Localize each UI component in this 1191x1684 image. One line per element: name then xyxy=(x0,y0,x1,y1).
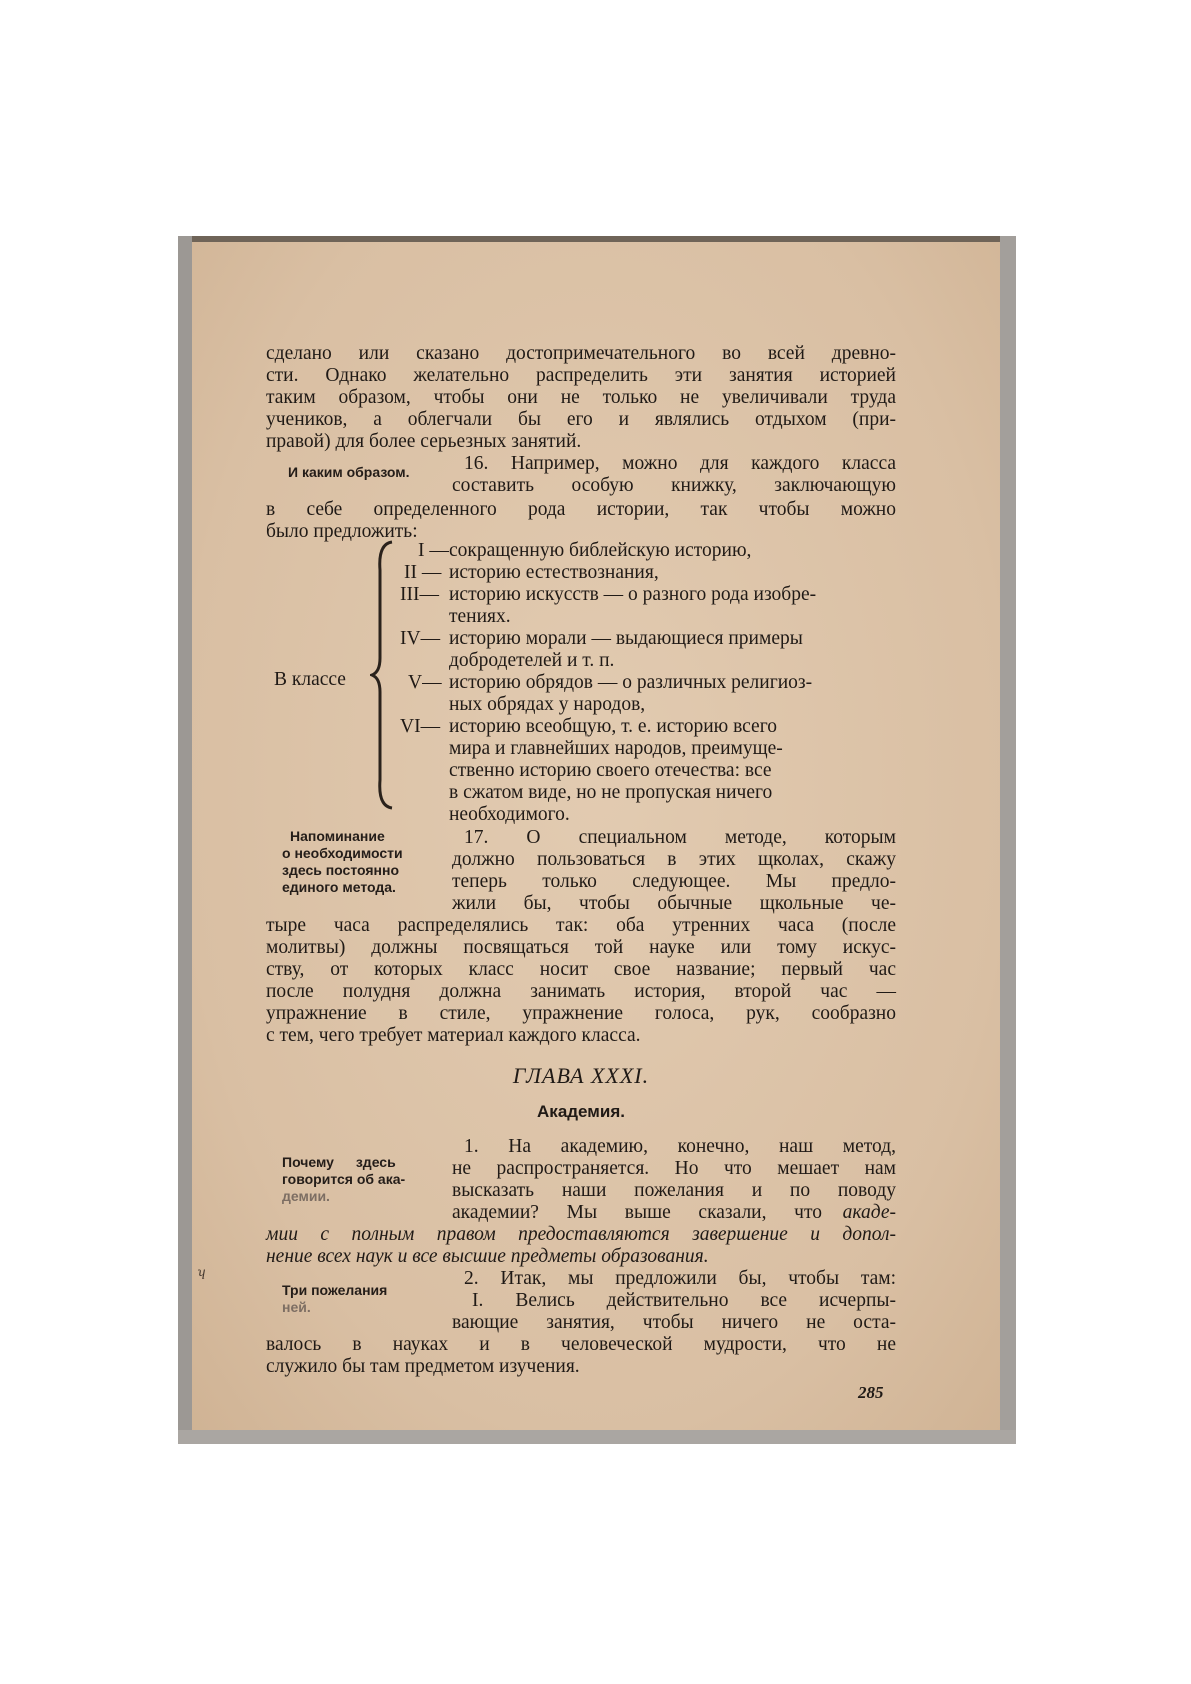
margin-note-16 xyxy=(288,464,410,481)
margin-note-line: единого метода. xyxy=(282,879,396,895)
text-line-italic: мии с полным правом предоставляются завершение и допол- xyxy=(266,1224,896,1245)
curly-brace-icon xyxy=(370,540,400,810)
text-line: с тем, чего требует материал каждого класса. xyxy=(266,1025,641,1046)
margin-note-line: ней. xyxy=(282,1299,311,1315)
class-item-num: II — xyxy=(404,562,442,583)
text-line: 17. О специальном методе, которым xyxy=(464,827,896,848)
class-item-text: в сжатом виде, но не пропуская ничего xyxy=(449,782,773,803)
scan-edge-left xyxy=(178,236,192,1444)
text-line: I. Велись действительно все исчерпы- xyxy=(472,1290,896,1311)
margin-note-1 xyxy=(282,1154,405,1205)
text-line: таким образом, чтобы они не только не увеличивали труда xyxy=(266,387,896,408)
stray-mark: ʮ xyxy=(198,1265,206,1280)
class-list-label: В классе xyxy=(274,669,346,690)
text-line: валось в науках и в человеческой мудрости, что не xyxy=(266,1334,896,1355)
text-line: теперь только следующее. Мы предло- xyxy=(452,871,896,892)
class-item-text: историю морали — выдающиеся примеры xyxy=(449,628,803,649)
margin-note-line: говорится об ака- xyxy=(282,1171,406,1187)
text-line: 2. Итак, мы предложили бы, чтобы там: xyxy=(464,1268,896,1289)
text-line: сти. Однако желательно распределить эти занятия историей xyxy=(266,365,896,386)
margin-note-line: Три пожелания xyxy=(282,1282,388,1298)
text-line: сделано или сказано достопримечательного во всей древно- xyxy=(266,343,896,364)
text-line: служило бы там предметом изучения. xyxy=(266,1356,580,1377)
margin-note-line: о необходимости xyxy=(282,845,403,861)
class-item-num: I — xyxy=(418,540,449,561)
class-item-text: историю естествознания, xyxy=(449,562,659,583)
class-item-num: IV— xyxy=(400,628,441,649)
class-item-text: добродетелей и т. п. xyxy=(449,650,615,671)
class-item-text: необходимого. xyxy=(449,804,570,825)
text-line: правой) для более серьезных занятий. xyxy=(266,431,582,452)
text-line: после полудня должна занимать история, второй час — xyxy=(266,981,896,1002)
text-line: академии? Мы выше сказали, что xyxy=(452,1202,822,1223)
margin-note-2 xyxy=(282,1282,387,1316)
text-line: тыре часа распределялись так: оба утренних часа (после xyxy=(266,915,896,936)
class-item-num: VI— xyxy=(400,716,441,737)
class-item-text: сокращенную библейскую историю, xyxy=(449,540,752,561)
margin-note-line: Почему здесь xyxy=(282,1154,396,1170)
class-item-text: историю искусств — о разного рода изобре- xyxy=(449,584,817,605)
text-line: составить особую книжку, заключающую xyxy=(452,475,896,496)
text-line: должно пользоваться в этих щколах, скажу xyxy=(452,849,896,870)
class-item-text: тениях. xyxy=(449,606,511,627)
text-line: 1. На академию, конечно, наш метод, xyxy=(464,1136,896,1157)
text-line: было предложить: xyxy=(266,521,418,542)
margin-note-17 xyxy=(282,828,403,896)
text-line: жили бы, чтобы обычные щкольные че- xyxy=(452,893,896,914)
scan-edge-right xyxy=(1000,236,1016,1444)
class-item-text: ственно историю своего отечества: все xyxy=(449,760,772,781)
chapter-title: ГЛАВА XXXI. xyxy=(512,1063,650,1088)
class-item-num: V— xyxy=(408,672,442,693)
text-line: 16. Например, можно для каждого класса xyxy=(464,453,896,474)
chapter-heading: Академия. xyxy=(537,1102,625,1121)
text-line: упражнение в стиле, упражнение голоса, рук, сообразно xyxy=(266,1003,896,1024)
margin-note-line: Напоминание xyxy=(290,828,385,844)
text-line: не распространяется. Но что мешает нам xyxy=(452,1158,896,1179)
text-line: молитвы) должны посвящаться той науке или тому искус- xyxy=(266,937,896,958)
text-line: вающие занятия, чтобы ничего не оста- xyxy=(452,1312,896,1333)
class-item-num: III— xyxy=(400,584,439,605)
text-line: в себе определенного рода истории, так чтобы можно xyxy=(266,499,896,520)
page-number: 285 xyxy=(858,1383,884,1402)
text-line-italic: акаде- xyxy=(842,1202,896,1223)
text-line-italic: нение всех наук и все высшие предметы образования. xyxy=(266,1246,709,1267)
scan-edge-bottom xyxy=(178,1430,1016,1444)
text-line: учеников, а облегчали бы его и являлись отдыхом (при- xyxy=(266,409,896,430)
text-line: высказать наши пожелания и по поводу xyxy=(452,1180,896,1201)
margin-note-line: здесь постоянно xyxy=(282,862,400,878)
class-item-text: ных обрядах у народов, xyxy=(449,694,646,715)
margin-note-line: И каким образом. xyxy=(288,464,410,480)
class-item-text: историю обрядов — о различных религиоз- xyxy=(449,672,813,693)
class-item-text: мира и главнейших народов, преимуще- xyxy=(449,738,783,759)
class-item-text: историю всеобщую, т. е. историю всего xyxy=(449,716,777,737)
margin-note-line: демии. xyxy=(282,1188,330,1204)
text-line: ству, от которых класс носит свое название; первый час xyxy=(266,959,896,980)
